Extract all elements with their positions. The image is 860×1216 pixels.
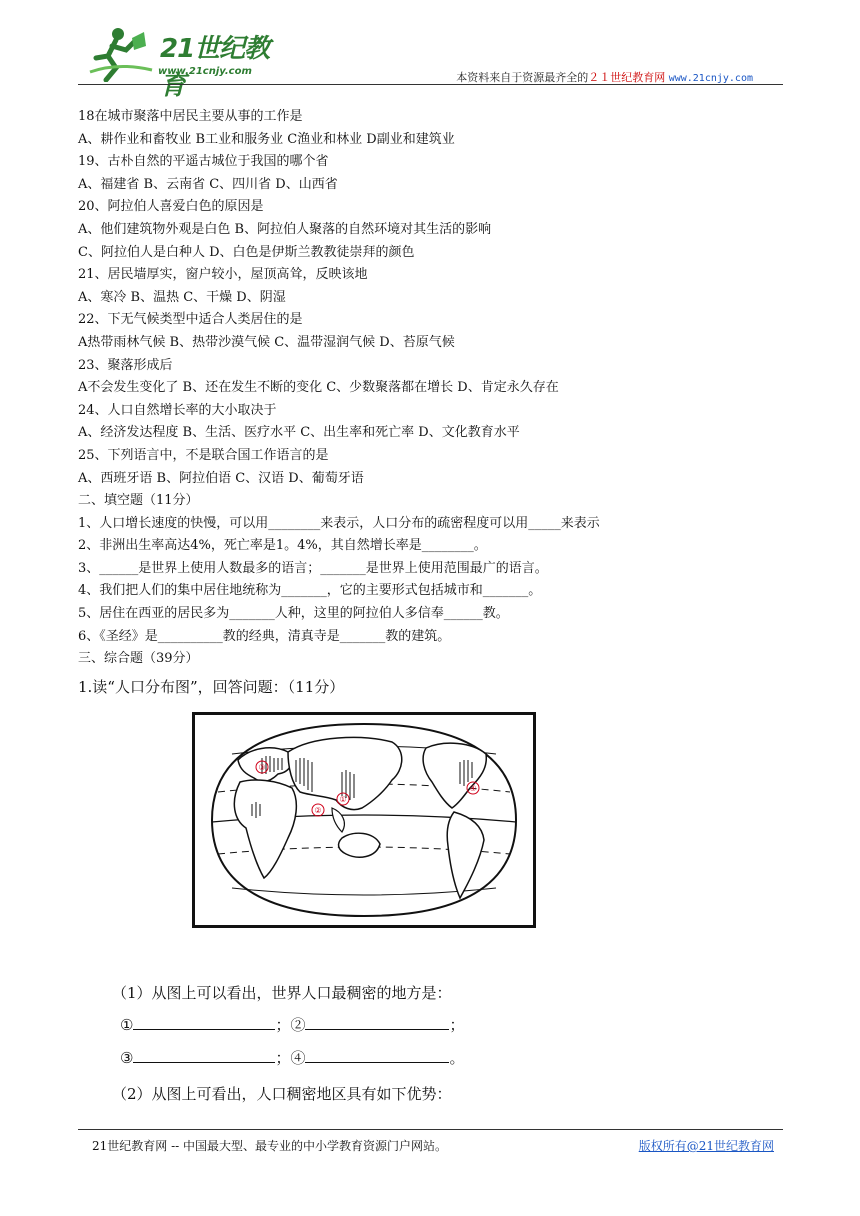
map-marker-label: ② [314, 806, 322, 815]
footer-copyright-link[interactable]: 版权所有@21世纪教育网 [638, 1139, 774, 1153]
header-divider [78, 84, 783, 85]
header-note [456, 69, 753, 85]
map-marker-label: ③ [258, 763, 266, 772]
text-line: 21、居民墙厚实，窗户较小，屋顶高耸，反映该地 [78, 267, 368, 283]
section-heading: 三、综合题（39分） [78, 651, 199, 667]
answer-blank-2[interactable] [305, 1028, 449, 1030]
text-line: A、西班牙语 B、阿拉伯语 C、汉语 D、葡萄牙语 [78, 470, 364, 486]
header-note-url[interactable]: www.21cnjy.com [668, 73, 753, 84]
sub-question-1: （1）从图上可以看出，世界人口最稠密的地方是： [112, 984, 452, 1002]
blank-marker: ③ [120, 1049, 134, 1067]
site-logo[interactable] [88, 22, 288, 101]
header-note-prefix: 本资料来自于资源最齐全的 [456, 71, 589, 84]
blank-marker: ① [120, 1016, 134, 1034]
answer-row-1 [120, 1014, 465, 1035]
runner-logo-icon [88, 22, 158, 82]
footer-divider [78, 1129, 783, 1130]
text-line: A、经济发达程度 B、生活、医疗水平 C、出生率和死亡率 D、文化教育水平 [78, 425, 520, 441]
map-marker-label: ① [339, 795, 347, 804]
map-marker-label: ④ [469, 784, 477, 793]
text-line: 2、非洲出生率高达4%，死亡率是1。4%，其自然增长率是________。 [78, 538, 487, 554]
footer-text: 21世纪教育网 -- 中国最大型、最专业的中小学教育资源门户网站。 [92, 1139, 448, 1153]
text-line: A热带雨林气候 B、热带沙漠气候 C、温带湿润气候 D、苔原气候 [78, 334, 455, 350]
logo-text: 21世纪教育 [160, 34, 270, 101]
question-text [78, 106, 778, 671]
sub-question-2: （2）从图上可看出，人口稠密地区具有如下优势： [112, 1085, 452, 1103]
question-1-title: 1.读“人口分布图”，回答问题：（11分） [78, 678, 345, 696]
text-line: A、耕作业和畜牧业 B工业和服务业 C渔业和林业 D副业和建筑业 [78, 131, 455, 147]
logo-url: www.21cnjy.com [158, 66, 252, 77]
text-line: 19、古朴自然的平遥古城位于我国的哪个省 [78, 154, 329, 170]
population-map [192, 712, 536, 928]
text-line: 4、我们把人们的集中居住地统称为_______，它的主要形式包括城市和_______。 [78, 583, 542, 599]
text-line: 24、人口自然增长率的大小取决于 [78, 402, 277, 418]
blank-marker: ④ [290, 1049, 306, 1067]
text-line: 3、______是世界上使用人数最多的语言；_______是世界上使用范围最广的语言。 [78, 560, 548, 576]
answer-row-2 [120, 1047, 465, 1068]
separator: ； [275, 1049, 291, 1067]
separator: ； [449, 1016, 465, 1034]
section-heading: 二、填空题（11分） [78, 493, 199, 509]
answer-blank-3[interactable] [133, 1061, 275, 1063]
text-line: 18在城市聚落中居民主要从事的工作是 [78, 109, 303, 124]
separator: 。 [449, 1049, 465, 1067]
blank-marker: ② [290, 1016, 306, 1034]
text-line: 5、居住在西亚的居民多为_______人种，这里的阿拉伯人多信奉______教。 [78, 606, 509, 622]
text-line: 20、阿拉伯人喜爱白色的原因是 [78, 199, 264, 215]
text-line: 6、《圣经》是__________教的经典，清真寺是_______教的建筑。 [78, 628, 451, 644]
separator: ； [275, 1016, 291, 1034]
text-line: C、阿拉伯人是白种人 D、白色是伊斯兰教教徒崇拜的颜色 [78, 244, 415, 260]
text-line: 1、人口增长速度的快慢，可以用________来表示，人口分布的疏密程度可以用_____来表示 [78, 515, 600, 531]
text-line: 22、下无气候类型中适合人类居住的是 [78, 312, 303, 328]
header-note-highlight[interactable]: ２１世纪教育网 [588, 71, 666, 84]
text-line: A不会发生变化了 B、还在发生不断的变化 C、少数聚落都在增长 D、肯定永久存在 [78, 380, 559, 396]
page-header [78, 14, 783, 101]
text-line: 25、下列语言中，不是联合国工作语言的是 [78, 447, 329, 463]
text-line: A、福建省 B、云南省 C、四川省 D、山西省 [78, 176, 338, 192]
answer-blank-4[interactable] [305, 1061, 449, 1063]
text-line: 23、聚落形成后 [78, 357, 173, 373]
answer-blank-1[interactable] [133, 1028, 275, 1030]
text-line: A、寒冷 B、温热 C、干燥 D、阴湿 [78, 289, 286, 305]
text-line: A、他们建筑物外观是白色 B、阿拉伯人聚落的自然环境对其生活的影响 [78, 221, 492, 237]
